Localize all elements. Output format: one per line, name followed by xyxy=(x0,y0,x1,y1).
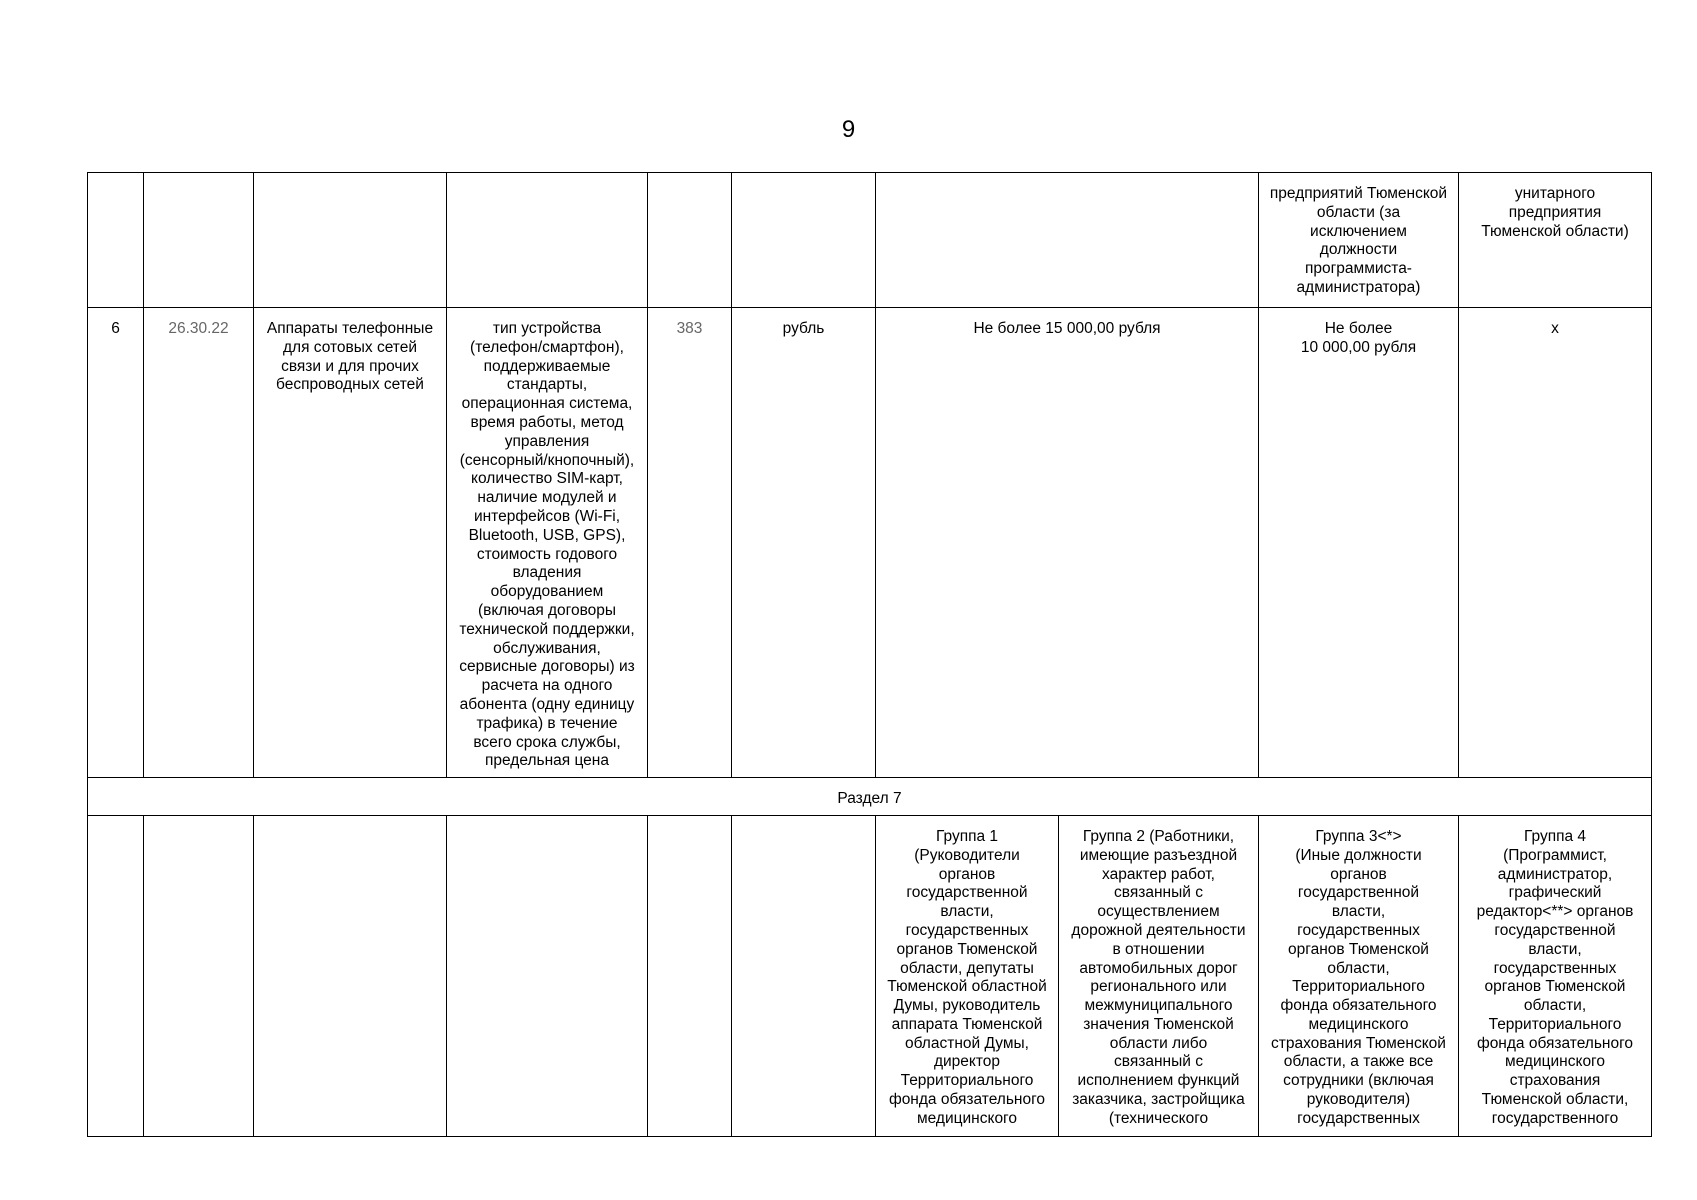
cell-okei-code: 383 xyxy=(648,308,732,778)
table-row-continued xyxy=(88,173,1652,308)
cell-empty xyxy=(254,815,447,1136)
cell-characteristics: тип устройства (телефон/смартфон), поддерживаемые стандарты, операционная система, время работы, метод управления (сенсорный/кнопочный), количество SIM-карт, наличие модулей и интерфейсов (Wi-Fi, Bluetooth, USB, GPS), стоимость годового владения оборудованием (включая договоры технической поддержки, обслуживания, сервисные договоры) из расчета на одного абонента (одну единицу трафика) в течение всего срока службы, предельная цена xyxy=(447,308,648,778)
section-title: Раздел 7 xyxy=(88,778,1652,816)
cell-row-number: 6 xyxy=(88,308,144,778)
cell-okpd-code: 26.30.22 xyxy=(144,308,254,778)
cell-group-2: Группа 2 (Работники, имеющие разъездной характер работ, связанный с осуществлением дорожной деятельности в отношении автомобильных дорог регионального или межмуниципального значения Тюменской области либо связанный с исполнением функций заказчика, застройщика (технического xyxy=(1059,815,1259,1136)
cell-group-4: Группа 4 (Программист, администратор, графический редактор<**> органов государственной власти, государственных органов Тюменской области, Территориального фонда обязательного медицинского страхования Тюменской области, государственного xyxy=(1459,815,1652,1136)
cell-empty xyxy=(88,815,144,1136)
cell-group3-continued: предприятий Тюменской области (за исключением должности программиста- администратора) xyxy=(1259,173,1459,308)
cell-empty xyxy=(648,173,732,308)
cell-unit: рубль xyxy=(732,308,876,778)
cell-empty xyxy=(254,173,447,308)
cell-empty xyxy=(648,815,732,1136)
table-row-section xyxy=(88,778,1652,816)
cell-empty xyxy=(732,173,876,308)
cell-group4-continued: унитарного предприятия Тюменской области) xyxy=(1459,173,1652,308)
cell-empty xyxy=(447,173,648,308)
page-number: 9 xyxy=(841,116,856,143)
cell-value-main: Не более 15 000,00 рубля xyxy=(876,308,1259,778)
cell-empty xyxy=(88,173,144,308)
cell-group-3: Группа 3<*> (Иные должности органов государственной власти, государственных органов Тюменской области, Территориального фонда обязательного медицинского страхования Тюменской области, а также все сотрудники (включая руководителя) государственных xyxy=(1259,815,1459,1136)
cell-group-1: Группа 1 (Руководители органов государственной власти, государственных органов Тюменской области, депутаты Тюменской областной Думы, руководитель аппарата Тюменской областной Думы, директор Территориального фонда обязательного медицинского xyxy=(876,815,1059,1136)
cell-item-name: Аппараты телефонные для сотовых сетей связи и для прочих беспроводных сетей xyxy=(254,308,447,778)
requirements-table xyxy=(87,172,1652,1137)
cell-value-group3: Не более 10 000,00 рубля xyxy=(1259,308,1459,778)
cell-empty xyxy=(447,815,648,1136)
cell-empty xyxy=(144,815,254,1136)
cell-empty xyxy=(732,815,876,1136)
cell-value-group4: х xyxy=(1459,308,1652,778)
cell-empty xyxy=(144,173,254,308)
table-row-groups xyxy=(88,815,1652,1136)
table-row-6 xyxy=(88,308,1652,778)
cell-empty xyxy=(876,173,1259,308)
